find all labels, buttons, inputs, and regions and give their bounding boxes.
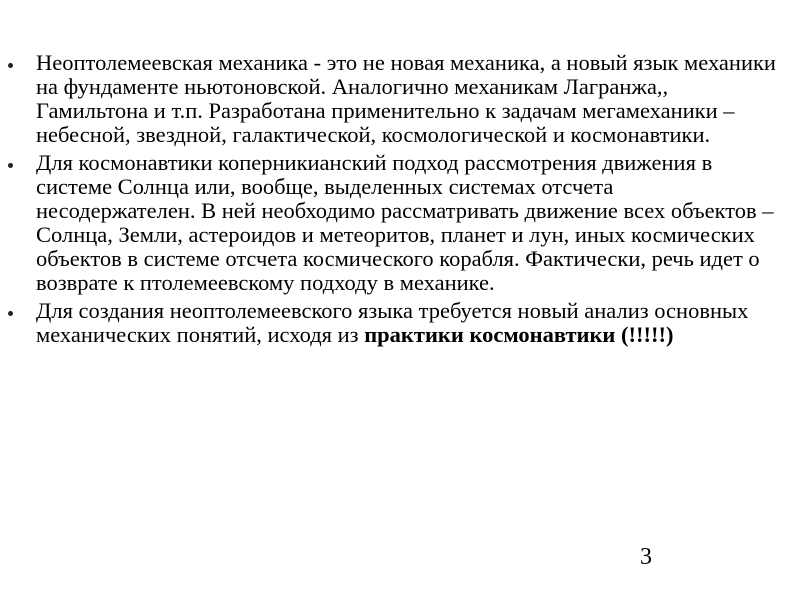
bullet-text: Для космонавтики коперникианский подход рассмотрения движения в системе Солнца или, вообще, выделенных системах отсчета несодержателен. В ней необходимо рассматривать движение всех объектов – Солнца, Земли, астероидов и метеоритов, планет и лун, иных космических объектов в системе отсчета космического корабля. Фактически, речь идет о возврате к птолемеевскому подходу в механике. — [36, 150, 774, 295]
bullet-text: Неоптолемеевская механика - это не новая механика, а новый язык механики на фундаменте ньютоновской. Аналогично механикам Лагранжа,, Гамильтона и т.п. Разработана применительно к задачам мегамеханики – небесной, звездной, галактической, космологической и космонавтики. — [36, 50, 776, 147]
bullet-dot-icon — [8, 163, 13, 168]
bullet-list — [8, 51, 778, 351]
bullet-item-1 — [8, 51, 778, 147]
bullet-bold-text: практики космонавтики (!!!!!) — [364, 322, 674, 347]
bullet-dot-icon — [8, 63, 13, 68]
bullet-text: Для создания неоптолемеевского языка требуется новый анализ основных механических понятий, исходя из — [36, 298, 749, 347]
bullet-item-3 — [8, 299, 778, 347]
page-number: 3 — [640, 544, 652, 570]
bullet-item-2 — [8, 151, 778, 295]
bullet-dot-icon — [8, 311, 13, 316]
